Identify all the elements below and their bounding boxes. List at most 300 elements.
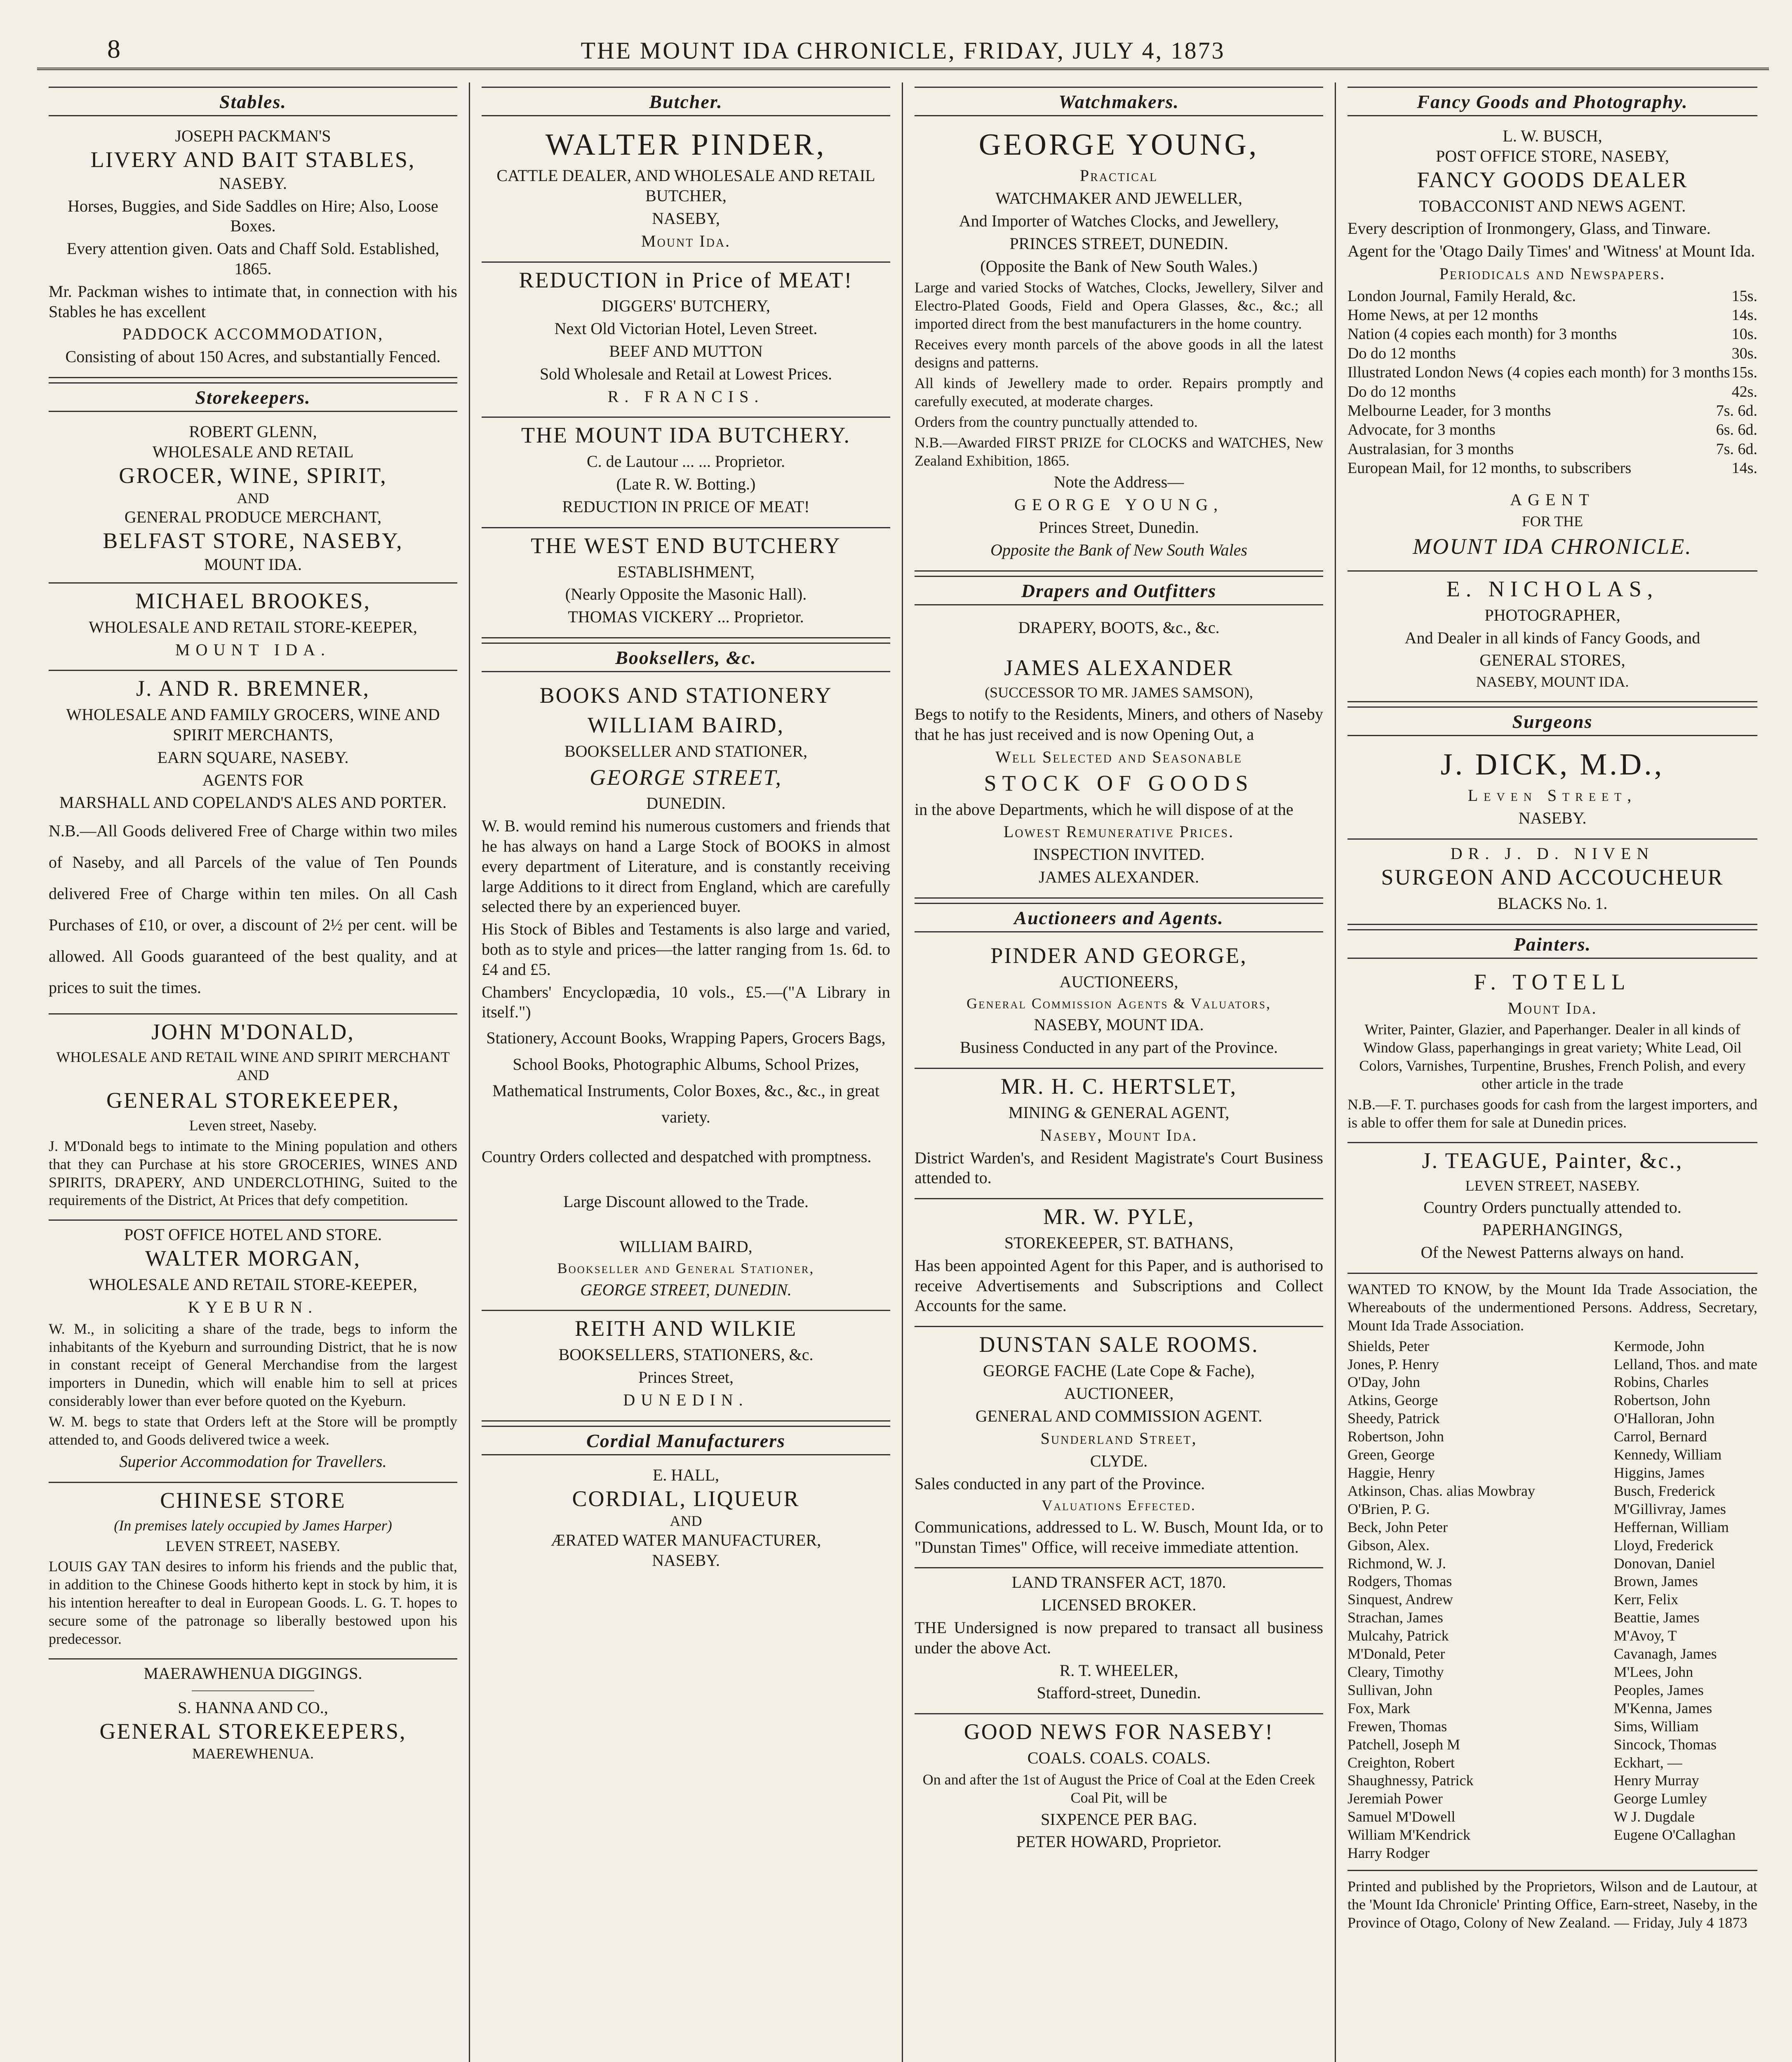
list-item: Rodgers, Thomas — [1348, 1573, 1452, 1590]
ad-wheeler — [915, 1568, 1323, 1714]
ad-text: ÆRATED WATER MANUFACTURER, — [550, 1531, 821, 1550]
ad-text: General Commission Agents & Valuators, — [967, 995, 1271, 1012]
list-item: Lelland, Thos. and mate — [1613, 1356, 1757, 1372]
ad-text: Mount Ida. — [641, 231, 731, 250]
ad-title: J. AND R. BREMNER, — [136, 676, 370, 701]
ad-text: Sunderland Street, — [1040, 1429, 1197, 1448]
ad-name: S. HANNA AND CO., — [178, 1698, 328, 1717]
price-row — [1348, 420, 1757, 439]
ad-text: GENERAL PRODUCE MERCHANT, — [124, 508, 382, 527]
price-item: Melbourne Leader, for 3 months — [1348, 402, 1551, 419]
ad-text: Has been appointed Agent for this Paper, and is authorised to receive Advertisements and Subscriptions and Collect Accounts for the same. — [915, 1256, 1323, 1315]
ad-text: SIXPENCE PER BAG. — [1041, 1810, 1197, 1829]
column-1 — [37, 82, 470, 2062]
ad-text: BLACKS No. 1. — [1497, 894, 1608, 913]
ad-text: THE Undersigned is now prepared to transact all business under the above Act. — [915, 1618, 1323, 1657]
ad-text: STOCK OF GOODS — [984, 770, 1254, 796]
ad-text: MOUNT IDA. — [204, 555, 302, 574]
ad-dick — [1348, 742, 1757, 840]
ad-chinese-store — [49, 1483, 457, 1659]
ad-text: NASEBY, MOUNT IDA. — [1034, 1015, 1204, 1034]
ad-text: Begs to notify to the Residents, Miners, and others of Naseby that he has just received and is now Opening Out, a — [915, 705, 1323, 744]
newspaper-title: THE MOUNT IDA CHRONICLE, FRIDAY, JULY 4, 1873 — [581, 37, 1225, 64]
ad-mount-ida-butchery — [482, 418, 890, 528]
ad-text: BOOKSELLERS, STATIONERS, &c. — [558, 1345, 814, 1364]
section-head-drapers: Drapers and Outfitters — [915, 576, 1323, 605]
ad-text: R. T. WHEELER, — [1059, 1661, 1178, 1680]
ad-text: (SUCCESSOR TO MR. JAMES SAMSON), — [985, 684, 1253, 701]
price-row — [1348, 325, 1757, 344]
ad-text: All kinds of Jewellery made to order. Repairs promptly and carefully executed, at moderate charges. — [915, 374, 1323, 410]
ad-title: MR. H. C. HERTSLET, — [1000, 1074, 1237, 1099]
ad-title: JOHN M'DONALD, — [151, 1019, 355, 1045]
list-item: Robertson, John — [1348, 1428, 1444, 1445]
ad-text: MAEREWHENUA. — [192, 1745, 314, 1762]
ad-text: Practical — [1079, 166, 1158, 185]
list-item: M'Avoy, T — [1613, 1627, 1677, 1644]
ad-text: (Late R. W. Botting.) — [616, 475, 756, 494]
ad-text: WHOLESALE AND RETAIL — [152, 442, 354, 461]
section-head-watchmakers: Watchmakers. — [915, 87, 1323, 116]
price-row — [1348, 459, 1757, 478]
list-item: Haggie, Henry — [1348, 1464, 1435, 1481]
ad-text: AGENT — [1510, 490, 1595, 509]
ad-text: CLYDE. — [1090, 1452, 1148, 1471]
price-value: 30s. — [1731, 344, 1757, 362]
list-item: Gibson, Alex. — [1348, 1537, 1430, 1554]
ad-title: GEORGE YOUNG, — [978, 128, 1259, 162]
list-item: Fox, Mark — [1348, 1700, 1410, 1716]
list-item: Sheedy, Patrick — [1348, 1410, 1440, 1427]
names-right — [1614, 1337, 1757, 1862]
list-item: Robertson, John — [1613, 1392, 1710, 1409]
ad-text: PHOTOGRAPHER, — [1484, 605, 1620, 624]
ad-title: CHINESE STORE — [160, 1488, 346, 1513]
list-item: Higgins, James — [1613, 1464, 1705, 1481]
list-item: Sullivan, John — [1348, 1681, 1433, 1698]
ad-text: Stationery, Account Books, Wrapping Papers, Grocers Bags, School Books, Photographic Albums, School Prizes, Mathematical Instruments, Color Boxes, &c., &c., in great variety. — [486, 1029, 886, 1127]
ad-text: Bookseller and General Stationer, — [557, 1259, 815, 1276]
ad-text: On and after the 1st of August the Price of Coal at the Eden Creek Coal Pit, will be — [922, 1771, 1315, 1806]
list-item: Brown, James — [1613, 1573, 1698, 1590]
ad-name: ROBERT GLENN, — [189, 422, 317, 441]
ad-morgan — [49, 1221, 457, 1483]
ad-text: W. M., in soliciting a share of the trade, begs to inform the inhabitants of the Kyeburn and surrounding District, that he is now in constant receipt of General Merchandise from the largest importers in Dunedin, which will enable him to sell at prices considerably lower than ever before quoted on the Kyeburn. — [49, 1320, 457, 1410]
list-item: Creighton, Robert — [1348, 1754, 1455, 1771]
ad-name: JOSEPH PACKMAN'S — [175, 127, 331, 146]
price-row — [1348, 306, 1757, 325]
ad-text: Every description of Ironmongery, Glass, and Tinware. — [1348, 219, 1711, 238]
ad-hertslet — [915, 1069, 1323, 1199]
ad-text: PAPERHANGINGS, — [1482, 1220, 1623, 1239]
price-value: 15s. — [1731, 364, 1757, 381]
ad-text: LEVEN STREET, NASEBY. — [1465, 1177, 1640, 1194]
ad-text: Next Old Victorian Hotel, Leven Street. — [554, 319, 818, 338]
ad-text: GEORGE STREET, — [590, 765, 782, 790]
ad-text: Large and varied Stocks of Watches, Clocks, Jewellery, Silver and Electro-Plated Goods, Field and Opera Glasses, &c., &c.; all imported direct from the best manufacturers in the home country. — [915, 279, 1323, 332]
section-head-cordial: Cordial Manufacturers — [482, 1426, 890, 1455]
ad-title: DUNSTAN SALE ROOMS. — [979, 1332, 1259, 1357]
price-value: 7s. 6d. — [1716, 440, 1757, 458]
ad-head: POST OFFICE HOTEL AND STORE. — [124, 1225, 382, 1244]
ad-text: (Opposite the Bank of New South Wales.) — [980, 257, 1258, 275]
ad-pyle — [915, 1199, 1323, 1327]
ad-text: GENERAL STORES, — [1479, 651, 1625, 670]
ad-title: LIVERY AND BAIT STABLES, — [90, 147, 416, 172]
ad-name: E. HALL, — [652, 1465, 720, 1484]
ad-text: N.B.—All Goods delivered Free of Charge within two miles of Naseby, and all Parcels of the value of Ten Pounds delivered Free of Charge within ten miles. On all Cash Purchases of £10, or over, a discount of 2½ per cent. will be allowed. All Goods guaranteed of the best quality, and at prices to suit the times. — [49, 822, 457, 997]
ad-text: DIGGERS' BUTCHERY, — [602, 297, 770, 315]
price-item: European Mail, for 12 months, to subscribers — [1348, 459, 1632, 477]
ad-text: DUNEDIN. — [646, 794, 726, 813]
ad-text: Leven street, Naseby. — [189, 1117, 317, 1134]
list-item: Kermode, John — [1613, 1337, 1705, 1354]
ad-text: And Importer of Watches Clocks, and Jewellery, — [959, 211, 1279, 230]
section-head-butcher: Butcher. — [482, 87, 890, 116]
section-head-surgeons: Surgeons — [1348, 706, 1757, 736]
list-item: William M'Kendrick — [1348, 1827, 1470, 1843]
list-item: Sinquest, Andrew — [1348, 1591, 1453, 1608]
columns — [37, 82, 1769, 2062]
list-item: Samuel M'Dowell — [1348, 1808, 1456, 1825]
ad-text: Of the Newest Patterns always on hand. — [1420, 1243, 1684, 1262]
ad-busch — [1348, 122, 1757, 572]
ad-text: Chambers' Encyclopædia, 10 vols., £5.—("A Library in itself.") — [482, 982, 890, 1022]
ad-text: Naseby, Mount Ida. — [1040, 1125, 1198, 1144]
list-item: Jeremiah Power — [1348, 1790, 1443, 1807]
ad-reith-wilkie — [482, 1311, 890, 1421]
ad-hanna — [49, 1659, 457, 1770]
ad-text: And Dealer in all kinds of Fancy Goods, and — [1404, 628, 1700, 647]
ad-title: F. TOTELL — [1474, 969, 1631, 994]
ad-title: MICHAEL BROOKES, — [135, 588, 371, 613]
ad-text: Lowest Remunerative Prices. — [1003, 822, 1235, 841]
list-item: Eckhart, — — [1613, 1754, 1682, 1771]
ad-text: W. M. begs to state that Orders left at the Store will be promptly attended to, and Goods delivered twice a week. — [49, 1413, 457, 1448]
ad-text: in the above Departments, which he will dispose of at the — [915, 800, 1293, 819]
price-item: Nation (4 copies each month) for 3 months — [1348, 325, 1617, 343]
ad-text: GEORGE YOUNG, — [1014, 495, 1224, 514]
ad-title: PINDER AND GEORGE, — [990, 943, 1247, 968]
column-2 — [470, 82, 903, 2062]
ad-text: DUNEDIN. — [623, 1390, 749, 1409]
ad-hall — [482, 1461, 890, 1578]
ad-text: District Warden's, and Resident Magistrate's Court Business attended to. — [915, 1148, 1323, 1187]
ad-title: J. TEAGUE, Painter, &c., — [1422, 1148, 1683, 1173]
ad-title: SURGEON AND ACCOUCHEUR — [1381, 864, 1724, 890]
ad-bremner — [49, 671, 457, 1015]
ad-text: CATTLE DEALER, AND WHOLESALE AND RETAIL BUTCHER, — [496, 166, 875, 205]
price-item: London Journal, Family Herald, &c. — [1348, 287, 1576, 305]
ad-title: GROCER, WINE, SPIRIT, — [119, 463, 387, 488]
ad-text: Periodicals and Newspapers. — [1439, 264, 1666, 283]
price-item: Do do 12 months — [1348, 383, 1456, 400]
ad-text: NASEBY. — [652, 1551, 720, 1570]
ad-text: WANTED TO KNOW, by the Mount Ida Trade Association, the Whereabouts of the undermentioned Persons. Address, Secretary, Mount Ida Trade Association. — [1348, 1281, 1757, 1334]
ad-head: MAERAWHENUA DIGGINGS. — [143, 1664, 362, 1683]
list-item: Eugene O'Callaghan — [1613, 1827, 1736, 1843]
price-item: Do do 12 months — [1348, 344, 1456, 362]
ad-text: AUCTIONEER, — [1064, 1384, 1174, 1403]
ad-text: W. B. would remind his numerous customers and friends that he has always on hand a Large Stock of BOOKS in almost every department of Literature, and is constantly receiving large Additions to it direct from England, which are carefully selected there by an experienced buyer. — [482, 817, 890, 916]
ad-text: REDUCTION IN PRICE OF MEAT! — [562, 497, 810, 516]
ad-name: L. W. BUSCH, — [1503, 127, 1602, 146]
ad-title: THE WEST END BUTCHERY — [531, 533, 841, 558]
ad-text: FOR THE — [1522, 513, 1583, 530]
ad-text: His Stock of Bibles and Testaments is also large and varied, both as to style and prices—the latter ranging from 1s. 6d. to £4 and £5. — [482, 920, 890, 979]
ad-text: MOUNT IDA. — [175, 640, 331, 659]
ad-text: Communications, addressed to L. W. Busch, Mount Ida, or to "Dunstan Times" Office, will receive immediate attention. — [915, 1517, 1323, 1556]
list-item: Cleary, Timothy — [1348, 1663, 1444, 1680]
ad-text: NASEBY. — [1518, 809, 1587, 828]
imprint: Printed and published by the Proprietors, Wilson and de Lautour, at the 'Mount Ida Chronicle' Printing Office, Earn-street, Naseby, in the Province of Otago, Colony of New Zealand. — Friday, July 4 1873 — [1348, 1878, 1757, 1931]
price-item: Home News, at per 12 months — [1348, 306, 1538, 324]
ad-title: E. NICHOLAS, — [1446, 576, 1659, 601]
list-item: Jones, P. Henry — [1348, 1356, 1439, 1372]
list-item: Sims, William — [1613, 1718, 1699, 1735]
price-row — [1348, 344, 1757, 363]
ad-text: Consisting of about 150 Acres, and substantially Fenced. — [65, 347, 441, 366]
section-head-stables: Stables. — [49, 87, 457, 116]
ad-text: N.B.—F. T. purchases goods for cash from the largest importers, and is able to offer them for sale at Dunedin prices. — [1348, 1096, 1757, 1131]
list-item: Donovan, Daniel — [1613, 1555, 1715, 1572]
ad-text: Writer, Painter, Glazier, and Paperhanger. Dealer in all kinds of Window Glass, paperhangings in great variety; White Lead, Oil Colors, Varnishes, Turpentine, Brushes, French Polish, and every other article in the trade — [1359, 1021, 1746, 1092]
ad-text: Well Selected and Seasonable — [995, 747, 1243, 766]
list-item: Beattie, James — [1613, 1609, 1700, 1626]
column-4 — [1336, 82, 1769, 2062]
ad-text: GENERAL STOREKEEPER, — [106, 1087, 400, 1113]
ad-text: N.B.—Awarded FIRST PRIZE for CLOCKS and WATCHES, New Zealand Exhibition, 1865. — [915, 434, 1323, 469]
ad-pinder-george — [915, 938, 1323, 1069]
ad-text: NASEBY, — [652, 209, 720, 228]
price-value: 42s. — [1731, 383, 1757, 400]
ad-text: WILLIAM BAIRD, — [588, 712, 784, 737]
ad-text: AND — [670, 1513, 702, 1530]
ad-text: Orders from the country punctually attended to. — [915, 413, 1198, 430]
list-item: W J. Dugdale — [1613, 1808, 1695, 1825]
list-item: Robins, Charles — [1613, 1374, 1709, 1391]
ad-title: FANCY GOODS DEALER — [1417, 167, 1688, 192]
ad-text: (In premises lately occupied by James Harper) — [114, 1517, 392, 1534]
ad-title: CORDIAL, LIQUEUR — [572, 1486, 800, 1511]
ad-text: BELFAST STORE, NASEBY, — [103, 528, 403, 553]
list-item: Heffernan, William — [1613, 1518, 1729, 1535]
ad-totell — [1348, 965, 1757, 1143]
ad-text: J. M'Donald begs to intimate to the Mining population and others that they can Purchase at his store GROCERIES, WINES AND SPIRITS, DRAPERY, AND UNDERCLOTHING, Suited to the requirements of the District, At Prices that defy competition. — [49, 1137, 457, 1209]
list-item: George Lumley — [1613, 1790, 1707, 1807]
ad-alexander — [915, 611, 1323, 899]
ad-text: Horses, Buggies, and Side Saddles on Hire; Also, Loose Boxes. — [68, 196, 438, 235]
ad-text: PADDOCK ACCOMMODATION, — [122, 325, 384, 344]
price-row — [1348, 401, 1757, 420]
ad-title: MR. W. PYLE, — [1043, 1204, 1195, 1229]
section-head-auctioneers: Auctioneers and Agents. — [915, 903, 1323, 932]
ad-text: C. de Lautour ... ... Proprietor. — [586, 452, 785, 471]
ad-title: GOOD NEWS FOR NASEBY! — [964, 1719, 1274, 1744]
ad-text: WHOLESALE AND RETAIL STORE-KEEPER, — [89, 617, 417, 636]
ad-glenn — [49, 418, 457, 584]
ad-text: GENERAL AND COMMISSION AGENT. — [975, 1406, 1263, 1425]
list-item: Mulcahy, Patrick — [1348, 1627, 1449, 1644]
price-item: Illustrated London News (4 copies each month) for 3 months — [1348, 364, 1730, 381]
ad-text: TOBACCONIST AND NEWS AGENT. — [1419, 196, 1686, 215]
ad-text: BOOKSELLER AND STATIONER, — [564, 741, 808, 760]
ad-text: GEORGE STREET, DUNEDIN. — [580, 1280, 792, 1299]
ad-text: R. FRANCIS. — [607, 387, 764, 406]
ad-text: AUCTIONEERS, — [1059, 972, 1178, 991]
ad-text: WHOLESALE AND FAMILY GROCERS, WINE AND SPIRIT MERCHANTS, — [66, 705, 440, 744]
list-item: Shields, Peter — [1348, 1337, 1429, 1354]
ad-text: Country Orders collected and despatched with promptness. — [482, 1147, 872, 1166]
ad-text: COALS. COALS. COALS. — [1027, 1748, 1211, 1767]
list-item: M'Lees, John — [1613, 1663, 1693, 1680]
ad-teague — [1348, 1143, 1757, 1274]
list-item: Beck, John Peter — [1348, 1518, 1448, 1535]
ad-name: DR. J. D. NIVEN — [1450, 844, 1655, 863]
ad-text: Superior Accommodation for Travellers. — [119, 1452, 387, 1471]
ad-text: Large Discount allowed to the Trade. — [563, 1192, 809, 1211]
list-item: Henry Murray — [1613, 1772, 1699, 1789]
ad-text: NASEBY, MOUNT IDA. — [1476, 673, 1629, 690]
list-item: M'Kenna, James — [1613, 1700, 1712, 1716]
ad-text: KYEBURN. — [188, 1297, 318, 1316]
price-row — [1348, 382, 1757, 401]
list-item: O'Brien, P. G. — [1348, 1500, 1430, 1517]
price-row — [1348, 287, 1757, 306]
ad-text: Leven Street, — [1467, 786, 1637, 805]
price-item: Australasian, for 3 months — [1348, 440, 1514, 458]
ad-title: THE MOUNT IDA BUTCHERY. — [521, 423, 851, 448]
rule — [192, 1690, 314, 1691]
page-number: 8 — [107, 34, 120, 64]
price-value: 15s. — [1731, 287, 1757, 305]
list-item: O'Halloran, John — [1613, 1410, 1715, 1427]
ad-text: Mr. Packman wishes to intimate that, in connection with his Stables he has excellent — [49, 282, 457, 321]
ad-text: AGENTS FOR — [202, 770, 304, 789]
ad-niven — [1348, 840, 1757, 925]
list-item: Kerr, Felix — [1613, 1591, 1679, 1608]
list-item: Carrol, Bernard — [1613, 1428, 1707, 1445]
ad-title: JAMES ALEXANDER — [1004, 655, 1234, 680]
ad-young — [915, 122, 1323, 572]
list-item: Sincock, Thomas — [1613, 1736, 1717, 1753]
list-item: Kennedy, William — [1613, 1446, 1722, 1463]
ad-text: PRINCES STREET, DUNEDIN. — [1009, 234, 1228, 253]
ad-text: Valuations Effected. — [1042, 1497, 1196, 1514]
list-item: Busch, Frederick — [1613, 1482, 1715, 1499]
price-value: 7s. 6d. — [1716, 402, 1757, 419]
ad-pinder — [482, 122, 890, 262]
ad-text: Stafford-street, Dunedin. — [1037, 1683, 1201, 1702]
ad-text: BEEF AND MUTTON — [609, 342, 763, 361]
ad-text: Business Conducted in any part of the Province. — [960, 1038, 1278, 1057]
ad-text: Note the Address— — [1054, 473, 1184, 492]
ad-title: WALTER MORGAN, — [145, 1246, 361, 1271]
price-row — [1348, 363, 1757, 382]
ad-howard — [915, 1714, 1323, 1862]
ad-title: J. DICK, M.D., — [1440, 748, 1665, 782]
list-item: O'Day, John — [1348, 1374, 1420, 1391]
price-item: Advocate, for 3 months — [1348, 421, 1496, 439]
list-item: Cavanagh, James — [1613, 1645, 1717, 1662]
masthead — [37, 25, 1769, 70]
ad-text: Agent for the 'Otago Daily Times' and 'Witness' at Mount Ida. — [1348, 242, 1755, 261]
ad-title: WALTER PINDER, — [545, 128, 827, 162]
ad-text: Sales conducted in any part of the Province. — [915, 1474, 1205, 1493]
ad-text: THOMAS VICKERY ... Proprietor. — [568, 607, 804, 626]
ad-title: REITH AND WILKIE — [575, 1316, 797, 1341]
list-item: Shaughnessy, Patrick — [1348, 1772, 1474, 1789]
ad-text: WILLIAM BAIRD, — [619, 1237, 753, 1256]
ad-text: JAMES ALEXANDER. — [1039, 867, 1199, 886]
column-3 — [903, 82, 1336, 2062]
ad-head: LAND TRANSFER ACT, 1870. — [1011, 1573, 1226, 1592]
price-value: 14s. — [1731, 306, 1757, 324]
ad-mcdonald — [49, 1015, 457, 1221]
ad-text: LOUIS GAY TAN desires to inform his friends and the public that, in addition to the Chinese Goods hitherto kept in stock by him, it is his intention hereafter to deal in European Goods. L. G. T. hopes to secure some of the patronage so liberally bestowed upon his predecessor. — [49, 1558, 457, 1648]
list-item: Strachan, James — [1348, 1609, 1443, 1626]
ad-francis — [482, 263, 890, 418]
ad-text: PETER HOWARD, Proprietor. — [1016, 1832, 1222, 1851]
section-head-booksellers: Booksellers, &c. — [482, 643, 890, 672]
ad-text: Country Orders punctually attended to. — [1423, 1198, 1681, 1217]
ad-text: EARN SQUARE, NASEBY. — [157, 748, 349, 767]
list-item: Atkins, George — [1348, 1392, 1438, 1409]
ad-text: AND — [237, 490, 269, 506]
price-row — [1348, 440, 1757, 459]
ad-text: ESTABLISHMENT, — [617, 562, 755, 581]
ad-text: WHOLESALE AND RETAIL WINE AND SPIRIT MERCHANT AND — [56, 1049, 450, 1084]
ad-text: MARSHALL AND COPELAND'S ALES AND PORTER. — [59, 793, 447, 812]
ad-text: WHOLESALE AND RETAIL STORE-KEEPER, — [89, 1275, 417, 1294]
ad-title: GENERAL STOREKEEPERS, — [99, 1718, 407, 1744]
ad-nicholas — [1348, 572, 1757, 702]
price-value: 6s. 6d. — [1716, 421, 1757, 439]
ad-text: Princes Street, — [638, 1368, 734, 1387]
ad-west-end-butchery — [482, 528, 890, 638]
list-item: Lloyd, Frederick — [1613, 1537, 1714, 1554]
list-item: M'Donald, Peter — [1348, 1645, 1445, 1662]
ad-text: MINING & GENERAL AGENT, — [1008, 1103, 1230, 1122]
ad-text: Every attention given. Oats and Chaff Sold. Established, 1865. — [66, 239, 440, 278]
list-item: M'Gillivray, James — [1613, 1500, 1726, 1517]
list-item: Green, George — [1348, 1446, 1435, 1463]
ad-text: Princes Street, Dunedin. — [1039, 518, 1199, 537]
list-item: Richmond, W. J. — [1348, 1555, 1446, 1572]
names-left — [1348, 1337, 1535, 1862]
ad-text: INSPECTION INVITED. — [1033, 845, 1205, 864]
ad-text: LICENSED BROKER. — [1041, 1596, 1197, 1615]
ad-text: DRAPERY, BOOTS, &c., &c. — [1018, 618, 1220, 637]
ad-wanted-to-know — [1348, 1274, 1757, 1871]
ad-text: WATCHMAKER AND JEWELLER, — [995, 189, 1242, 208]
section-head-storekeepers: Storekeepers. — [49, 382, 457, 412]
section-head-fancy-goods: Fancy Goods and Photography. — [1348, 87, 1757, 116]
ad-text: Opposite the Bank of New South Wales — [990, 540, 1247, 559]
ad-place: NASEBY. — [219, 174, 287, 193]
price-value: 14s. — [1731, 459, 1757, 477]
section-head-painters: Painters. — [1348, 929, 1757, 959]
ad-text: Sold Wholesale and Retail at Lowest Prices. — [539, 364, 833, 383]
ad-text: STOREKEEPER, ST. BATHANS, — [1004, 1233, 1234, 1252]
names-list — [1348, 1337, 1757, 1862]
list-item: Peoples, James — [1613, 1681, 1704, 1698]
ad-baird — [482, 678, 890, 1311]
price-value: 10s. — [1731, 325, 1757, 343]
ad-text: Mount Ida. — [1507, 998, 1597, 1017]
ad-brookes — [49, 584, 457, 671]
price-list — [1348, 287, 1757, 478]
